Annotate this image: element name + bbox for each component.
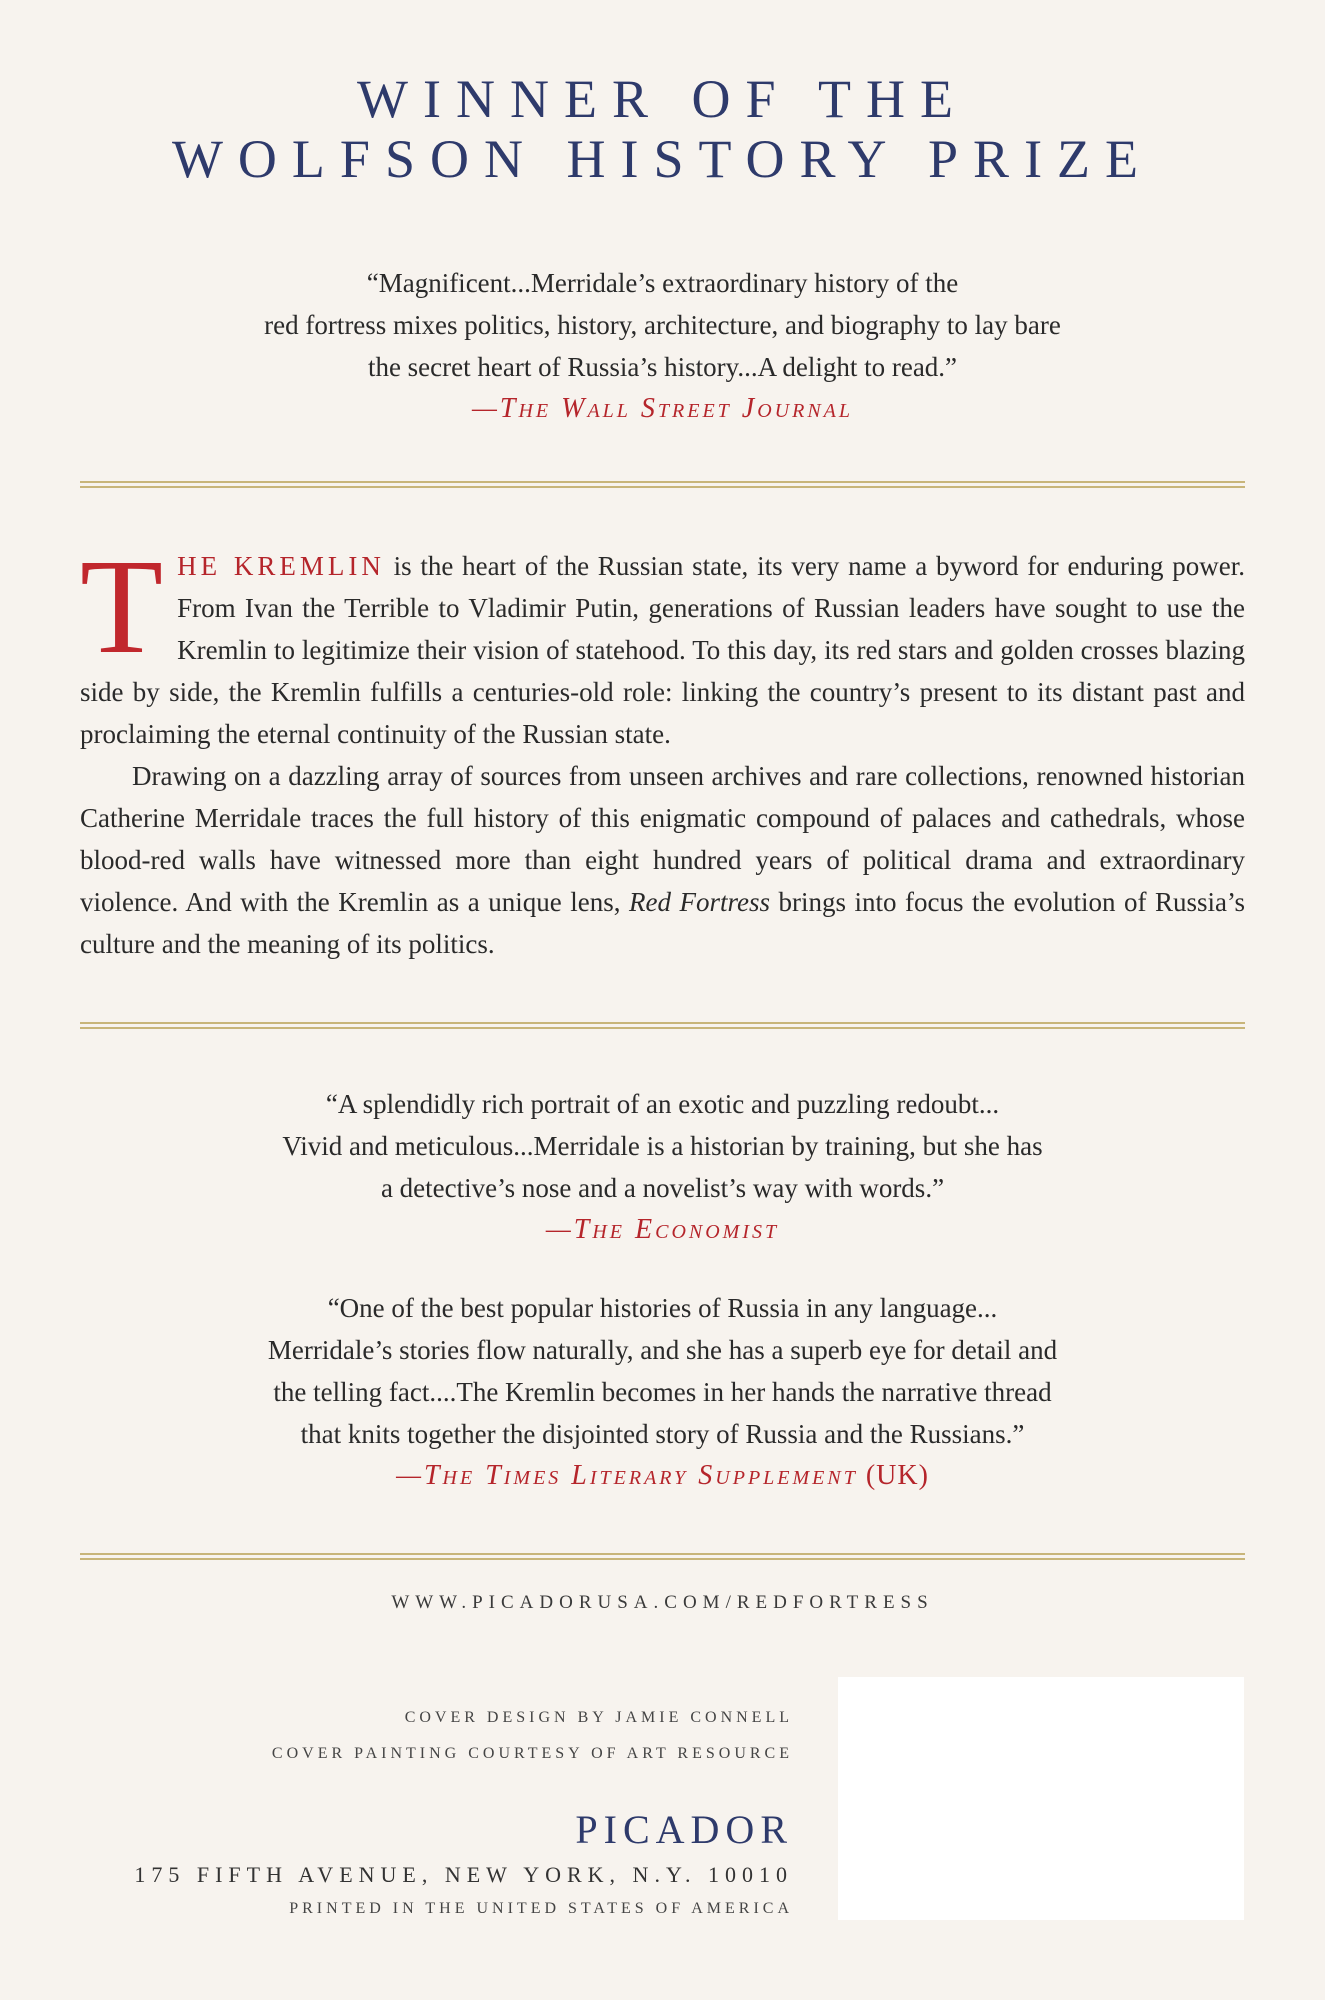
review-quote-wsj (150, 262, 1175, 430)
cover-design-credit: COVER DESIGN BY JAMIE CONNELL (404, 1709, 793, 1726)
publisher-name: PICADOR (575, 1807, 793, 1852)
quote-line: the secret heart of Russia’s history...A delight to read.” (367, 352, 958, 382)
book-description (80, 532, 1246, 965)
quote-line: “A splendidly rich portrait of an exotic and puzzling redoubt... (325, 1089, 1000, 1119)
award-headline-line-1: WINNER OF THE (357, 69, 968, 129)
quote-attribution: —The Wall Street Journal (471, 393, 854, 424)
book-title: Red Fortress (628, 887, 770, 917)
gold-divider (80, 481, 1245, 488)
barcode-placeholder (838, 1677, 1244, 1920)
award-headline (0, 70, 1325, 188)
review-quote-economist (150, 1083, 1175, 1251)
cover-painting-credit: COVER PAINTING COURTESY OF ART RESOURCE (271, 1745, 793, 1762)
review-quote-tls (150, 1287, 1175, 1497)
cover-credits (272, 1700, 793, 1772)
paragraph-text: is the heart of the Russian state, its very name a byword for enduring power. From Ivan the Terrible to Vladimir Putin, generations of Russian leaders have sought to use the Kremlin to legitimize their vision of statehood. To this day, its red stars and golden crosses blazing side by side, the Kremlin fulfills a centuries-old role: linking the country’s present to its distant past and proclaiming the eternal continuity of the Russian state. (80, 551, 1245, 749)
quote-line: the telling fact....The Kremlin becomes in her hands the narrative thread (273, 1377, 1052, 1407)
quote-line: that knits together the disjointed story of Russia and the Russians.” (300, 1419, 1025, 1449)
publisher-address: 175 FIFTH AVENUE, NEW YORK, N.Y. 10010 (134, 1862, 793, 1887)
quote-attribution (150, 1455, 1175, 1497)
lead-in-caps: HE KREMLIN (177, 551, 385, 581)
attribution-source: —The Times Literary Supplement (396, 1460, 858, 1491)
paragraph-text: Drawing on a dazzling array of sources from unseen archives and rare collections, renowned historian Catherine Merridale traces the full history of this enigmatic compound of palaces and cathedrals, whose blood-red walls have witnessed more than eight hundred years of political drama and extraordinary violence. And with the Kremlin as a unique lens, (80, 761, 1245, 917)
quote-line: red fortress mixes politics, history, architecture, and biography to lay bare (264, 310, 1061, 340)
award-headline-line-2: WOLFSON HISTORY PRIZE (171, 129, 1154, 189)
attribution-suffix: (UK) (857, 1460, 929, 1491)
quote-attribution: —The Economist (545, 1214, 780, 1245)
description-paragraph-1 (80, 532, 1245, 755)
quote-line: Vivid and meticulous...Merridale is a historian by training, but she has (282, 1131, 1043, 1161)
quote-line: “Magnificent...Merridale’s extraordinary history of the (366, 268, 959, 298)
printed-notice: PRINTED IN THE UNITED STATES OF AMERICA (289, 1900, 793, 1917)
drop-cap: T (80, 532, 164, 682)
description-paragraph-2 (80, 755, 1245, 965)
quote-line: Merridale’s stories flow naturally, and she has a superb eye for detail and (267, 1335, 1058, 1365)
gold-divider (80, 1553, 1245, 1560)
gold-divider (80, 1022, 1245, 1029)
quote-line: a detective’s nose and a novelist’s way with words.” (380, 1173, 945, 1203)
publisher-url: WWW.PICADORUSA.COM/REDFORTRESS (391, 1592, 934, 1613)
quote-line: “One of the best popular histories of Russia in any language... (327, 1293, 998, 1323)
paragraph-text: brings into focus the evolution of Russia’s culture and the meaning of its politics. (80, 887, 1246, 959)
